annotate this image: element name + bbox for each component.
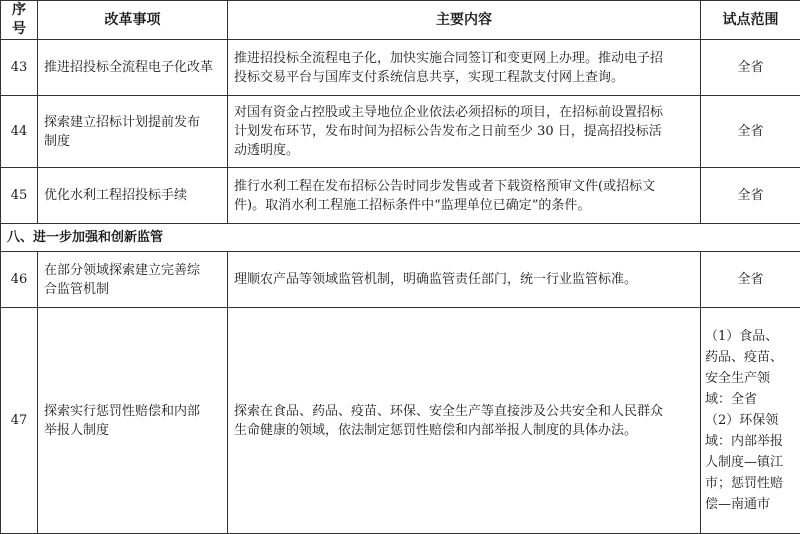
content-line: 对国有资金占控股或主导地位企业依法必须招标的项目，在招标前设置招标 — [234, 103, 694, 122]
main-content — [228, 308, 701, 534]
row-number: 46 — [1, 252, 38, 308]
table-row — [1, 252, 800, 308]
pilot-scope: 全省 — [701, 40, 800, 96]
content-line: 推进招投标全流程电子化，加快实施合同签订和变更网上办理。推动电子招 — [234, 49, 694, 68]
scope-line: 人制度—镇江 — [705, 452, 796, 473]
scope-line: 域：内部举报 — [705, 431, 796, 452]
table-row — [1, 168, 800, 224]
row-number: 43 — [1, 40, 38, 96]
section-title: 八、进一步加强和创新监管 — [1, 224, 800, 252]
reform-item-line: 举报人制度 — [44, 421, 221, 440]
reform-item-line: 探索实行惩罚性赔偿和内部 — [44, 402, 221, 421]
scope-line: 药品、疫苗、 — [705, 347, 796, 368]
content-line: 动透明度。 — [234, 141, 694, 160]
pilot-scope: 全省 — [701, 252, 800, 308]
pilot-scope: 全省 — [701, 168, 800, 224]
header-row — [1, 1, 800, 40]
content-line: 生命健康的领域，依法制定惩罚性赔偿和内部举报人制度的具体办法。 — [234, 421, 694, 440]
scope-line: 市；惩罚性赔 — [705, 473, 796, 494]
table-row — [1, 308, 800, 534]
reform-item-line: 制度 — [44, 132, 221, 151]
header-item: 改革事项 — [38, 1, 228, 40]
scope-line: 域：全省 — [705, 389, 796, 410]
main-content — [228, 168, 701, 224]
content-line: 推行水利工程在发布招标公告时同步发售或者下载资格预审文件(或招标文 — [234, 177, 694, 196]
reform-item — [38, 96, 228, 168]
section-row — [1, 224, 800, 252]
header-scope: 试点范围 — [701, 1, 800, 40]
content-line: 理顺农产品等领域监管机制，明确监管责任部门，统一行业监管标准。 — [234, 270, 694, 289]
scope-line: （1）食品、 — [705, 326, 796, 347]
reform-item — [38, 308, 228, 534]
content-line: 件)。取消水利工程施工招标条件中“监理单位已确定”的条件。 — [234, 196, 694, 215]
header-content: 主要内容 — [228, 1, 701, 40]
main-content — [228, 40, 701, 96]
reform-item — [38, 252, 228, 308]
reform-item-line: 在部分领域探索建立完善综 — [44, 261, 221, 280]
reform-item-line: 推进招投标全流程电子化改革 — [44, 58, 221, 77]
content-line: 投标交易平台与国库支付系统信息共享，实现工程款支付网上查询。 — [234, 68, 694, 87]
pilot-scope: 全省 — [701, 96, 800, 168]
scope-line: 安全生产领 — [705, 368, 796, 389]
reform-item-line: 合监管机制 — [44, 280, 221, 299]
header-num: 序号 — [1, 1, 38, 40]
row-number: 45 — [1, 168, 38, 224]
table-row — [1, 96, 800, 168]
row-number: 44 — [1, 96, 38, 168]
table-row — [1, 40, 800, 96]
reform-item-line: 优化水利工程招投标手续 — [44, 186, 221, 205]
row-number: 47 — [1, 308, 38, 534]
reform-item — [38, 168, 228, 224]
main-content — [228, 252, 701, 308]
reform-item — [38, 40, 228, 96]
reform-item-line: 探索建立招标计划提前发布 — [44, 113, 221, 132]
content-line: 计划发布环节，发布时间为招标公告发布之日前至少 30 日，提高招投标活 — [234, 122, 694, 141]
scope-line: 偿—南通市 — [705, 494, 796, 515]
main-content — [228, 96, 701, 168]
content-line: 探索在食品、药品、疫苗、环保、安全生产等直接涉及公共安全和人民群众 — [234, 402, 694, 421]
pilot-scope — [701, 308, 800, 534]
scope-line: （2）环保领 — [705, 410, 796, 431]
